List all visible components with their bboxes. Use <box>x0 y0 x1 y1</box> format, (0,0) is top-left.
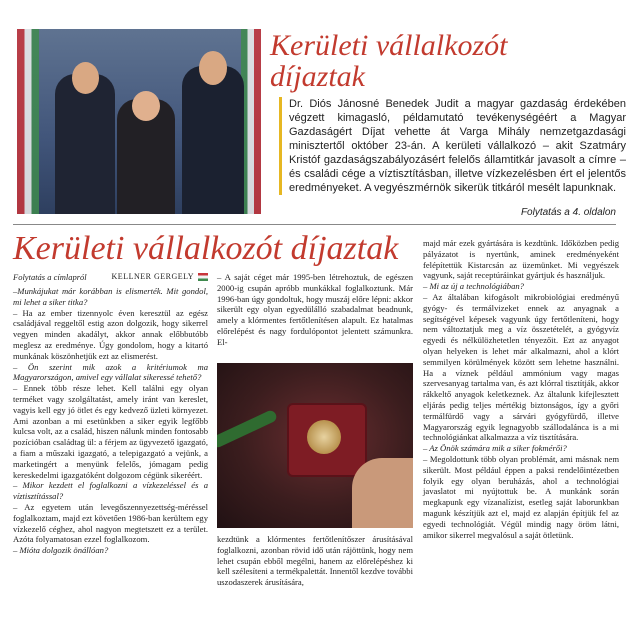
interview-answer: – Ha az ember tizennyolc éven keresztül az egész családjával reggeltől estig azon dolgozik, hogy sikerrel vegyen minden akadályt, akkor annak előbbutóbb meglesz az eredménye. Úgy gondolom, hogy a kitartó munkának köszönhetjük ezt az elismerést. <box>13 307 208 361</box>
lead-paragraph: Dr. Diós Jánosné Benedek Judit a magyar gazdaság érdekében végzett kimagasló, példamutató tevékenységéért a Magyar Gazdaságért Díjat vehette át Varga Mihály nemzetgazdasági minisztertől október 23-án. A kerületi vállalkozó – akit Szatmáry Kristóf gazdaságszabályozásért felelős államtitkár javasolt a címre – és családi cége a víztisztításban, illetve vízkezelésben ért el jelentős eredményeket. A vegyészmérnök sikerük titkáról mesélt lapunknak. <box>279 97 626 195</box>
hungarian-flag <box>241 29 261 214</box>
person-left <box>55 74 115 214</box>
person-left-head <box>72 62 99 94</box>
rose-stem <box>217 409 278 449</box>
interview-question: –Munkájukat már korábban is elismerték. Mit gondol, mi lehet a siker titka? <box>13 286 208 307</box>
person-right <box>182 66 244 214</box>
interview-answer: – Megoldottunk több olyan problémát, ami másnak nem sikerült. Most például éppen a paksi rendelőintézetben folyik egy olyan beruházás, ahol a technológiai javaslatot mi nyújtottuk be. A munkánk során megkapunk egy vízanalízist, esetleg saját laborunkban magunk készítjük azt el, majd ez alapján építjük fel az egyedi technológiát. Végül mindig nagy öröm látni, amikor sikerrel megvalósul a saját ötletünk. <box>423 453 619 540</box>
section-divider <box>13 224 616 225</box>
author-byline: KELLNER GERGELY <box>111 272 194 281</box>
interview-question: – Az Önök számára mik a siker fokmérői? <box>423 443 567 454</box>
interview-question: – Ön szerint mik azok a kritériumok ma Magyarországon, amivel egy vállalat sikeressé tehető? <box>13 361 208 383</box>
interview-answer: majd már ezek gyártására is kezdtünk. Időközben pedig pályázatot is nyertünk, aminek eredményeként felépítettük Kistarcsán az üzemünket. Mi vegyészek vagyunk, saját receptúráinkat gyártjuk és használjuk. <box>423 238 619 281</box>
person-right-head <box>199 51 227 85</box>
interview-question: – Mióta dolgozik önállóan? <box>13 545 109 556</box>
interview-answer: – Az általában kifogásolt mikrobiológiai eredményű gyógy- és termálvizeket ennek az anyagnak a segítségével képesek vagyunk úgy fertőtleníteni, hogy nem változtatjuk meg a víz összetételét, a gyógyvíz egyedi és nélkülözhetetlen tényezőit. Ezt az anyagot olyan helyeken is lehet már alkalmazni, ahol a klórt semmilyen körülmények között sem lehetne használni. Ha a víznek például ammónium vagy magas szervesanyag tartalma van, és azt klórral tisztítják, akkor rákkeltő anyagok keletkeznek. Az általunk kifejlesztett eljárás pedig teljes mértékig biztonságos, így a győri termálfürdő vagy a sárvári gyógyfürdő, illetve Magyarország egyik legnagyobb szállodalánca is a mi technológiánkat alkalmazza a víz tisztítására. <box>423 291 619 443</box>
article-column-1 <box>13 286 208 556</box>
article-meta <box>13 272 208 284</box>
interview-question: – Mi az új a technológiában? <box>423 281 524 292</box>
flag-icon <box>198 273 208 281</box>
hungarian-flag <box>17 29 39 214</box>
article-headline: Kerületi vállalkozót díjaztak <box>13 230 399 267</box>
medal <box>307 420 341 454</box>
continued-note: Folytatás a 4. oldalon <box>520 207 616 218</box>
interview-answer: – Az egyetem után levegőszennyezettség-méréssel foglalkoztam, majd ezt követően 1986-ban kerültem egy vízkezelő céghez, ahol nagyon megtetszett ez a terület. Azóta folyamatosan ezzel foglalkozom. <box>13 501 208 545</box>
continued-from-front: Folytatás a címlapról <box>13 272 87 282</box>
person-middle-head <box>132 91 160 121</box>
interview-answer: – Ennek több része lehet. Kell találni egy olyan terméket vagy szolgáltatást, amely iránt van kereslet, vagyis kell egy jó ötlet és egy kedvező üzleti környezet. Ami azonban a mi esetünkben a siker egyik legfőbb kulcsa volt, az a család, hiszen nálunk minden fontosabb pozícióban családtag ül: a férjem az ügyvezető igazgató, a fiam a műszaki igazgató, a telepigazgató a vejünk, a marketingért a menyünk felelős, jómagam pedig kereskedelmi igazgatóként dolgozom cégünk sikeréért. <box>13 383 208 480</box>
award-ceremony-photo <box>17 29 261 214</box>
front-headline <box>270 30 620 92</box>
front-headline-line1: Kerületi vállalkozót <box>270 29 508 62</box>
article-column-2-top: – A saját céget már 1995-ben létrehoztuk, de egészen 2000-ig csupán apróbb munkákkal foglalkoztunk. Már 1996-ban úgy gondoltuk, hogy muszáj előre lépni: akkor sikerült egy olyan egyedülálló szabadalmat beadnunk, amely a klórmentes fertőtlenítésen alapult. Ez hatalmas előrelépést és nagy fordulópontot jelentett számunkra. El- <box>217 272 413 347</box>
front-headline-line2: díjaztak <box>270 60 365 93</box>
article-column-3 <box>423 238 619 540</box>
article-column-2-bottom: kezdtünk a klórmentes fertőtlenítőszer árusításával foglalkozni, azonban rövid idő után rájöttünk, hogy nem lehet csupán ebből megélni, hanem az előrelépéshez ki kell szélesíteni a termékpalettát. Innentől kezdve további uszodaszerek árusítására, <box>217 534 413 588</box>
hand <box>352 458 413 528</box>
interview-question: – Mikor kezdett el foglalkozni a vízkezeléssel és a víztisztítással? <box>13 480 208 502</box>
award-medal-photo <box>217 363 413 528</box>
